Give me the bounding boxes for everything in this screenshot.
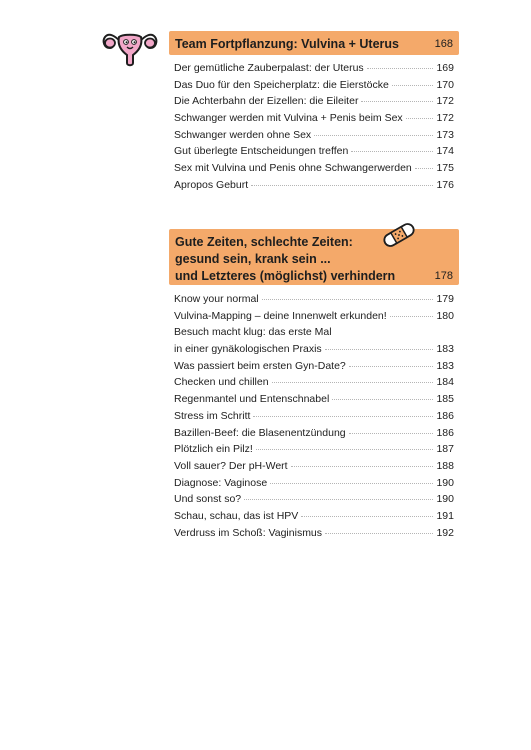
toc-entry[interactable] (169, 291, 459, 308)
toc-entry-page: 186 (436, 426, 454, 439)
toc-entry-page: 173 (436, 128, 454, 141)
leader-dots (314, 135, 433, 136)
leader-dots (406, 118, 434, 119)
toc-entry-title: Vulvina-Mapping – deine Innenwelt erkunden! (174, 309, 387, 322)
toc-entry-title: Verdruss im Schoß: Vaginismus (174, 526, 323, 539)
toc-entry[interactable] (169, 458, 459, 475)
toc-entry-title: Schwanger werden ohne Sex (174, 128, 312, 141)
toc-entry-page: 185 (436, 393, 454, 406)
uterus-icon (101, 28, 159, 70)
section-heading (169, 31, 459, 55)
toc-entry[interactable] (169, 93, 459, 110)
toc-entry-title: Bazillen-Beef: die Blasenentzündung (174, 426, 346, 439)
leader-dots (272, 382, 434, 383)
toc-entry-page: 190 (436, 476, 454, 489)
toc-entry[interactable] (169, 525, 459, 542)
leader-dots (291, 466, 434, 467)
toc-section-fortpflanzung (169, 31, 459, 194)
toc-entry-title: Was passiert beim ersten Gyn-Date? (174, 359, 346, 372)
leader-dots (390, 316, 434, 317)
toc-entry-title: Apropos Geburt (174, 178, 249, 191)
section-heading-line: und Letzteres (möglichst) verhindern (175, 269, 396, 283)
toc-entry-page: 170 (436, 78, 454, 91)
leader-dots (351, 151, 433, 152)
toc-entry-title: Schau, schau, das ist HPV (174, 509, 299, 522)
toc-entry[interactable] (169, 508, 459, 525)
toc-entry-page: 172 (436, 112, 454, 125)
leader-dots (325, 533, 433, 534)
toc-entry-page: 176 (436, 178, 454, 191)
leader-dots (349, 433, 434, 434)
toc-entry-page: 186 (436, 409, 454, 422)
bandage-icon (381, 221, 417, 249)
leader-dots (392, 85, 434, 86)
toc-entry[interactable] (169, 391, 459, 408)
toc-entry-page: 183 (436, 343, 454, 356)
toc-entry[interactable] (169, 143, 459, 160)
toc-entry-title: Know your normal (174, 293, 259, 305)
toc-entry[interactable] (169, 341, 459, 358)
toc-entry-page: 174 (436, 145, 454, 158)
toc-entry[interactable] (169, 308, 459, 325)
section-page-number: 168 (434, 38, 453, 50)
section-heading-line: Team Fortpflanzung: Vulvina + Uterus (175, 37, 399, 51)
leader-dots (361, 101, 433, 102)
toc-entry-page: 188 (436, 459, 454, 472)
toc-entry-title: Der gemütliche Zauberpalast: der Uterus (174, 62, 364, 74)
toc-entry[interactable] (169, 110, 459, 127)
toc-entry-title: Das Duo für den Speicherplatz: die Eierstöcke (174, 78, 389, 91)
leader-dots (251, 185, 433, 186)
toc-entry-page: 191 (436, 509, 454, 522)
toc-entry[interactable] (169, 177, 459, 194)
toc-entry-page: 183 (436, 359, 454, 372)
toc-entry-title: Schwanger werden mit Vulvina + Penis beim Sex (174, 112, 403, 125)
toc-entry-page: 175 (436, 162, 454, 175)
section-heading-line: Gute Zeiten, schlechte Zeiten: (175, 235, 353, 249)
toc-section-gesundheit (169, 229, 459, 541)
toc-entry-title: Die Achterbahn der Eizellen: die Eileiter (174, 95, 359, 108)
toc-entry[interactable] (169, 77, 459, 94)
toc-entry-title: Und sonst so? (174, 493, 242, 506)
toc-entries (169, 291, 459, 541)
toc-entry-title: Besuch macht klug: das erste Mal (174, 326, 332, 339)
toc-entry[interactable] (169, 160, 459, 177)
toc-entries (169, 60, 459, 194)
leader-dots (262, 299, 434, 300)
leader-dots (256, 449, 434, 450)
toc-entry-title: in einer gynäkologischen Praxis (174, 343, 322, 356)
toc-entry-title: Stress im Schritt (174, 409, 251, 422)
toc-entry-title: Regenmantel und Entenschnabel (174, 393, 330, 406)
leader-dots (332, 399, 433, 400)
toc-entry[interactable] (169, 127, 459, 144)
toc-entry[interactable] (169, 60, 459, 77)
toc-entry-title: Diagnose: Vaginose (174, 476, 268, 489)
toc-entry-page: 180 (436, 309, 454, 322)
leader-dots (325, 349, 434, 350)
toc-entry[interactable] (169, 374, 459, 391)
toc-entry[interactable] (169, 408, 459, 425)
section-heading-line: gesund sein, krank sein ... (175, 252, 331, 266)
toc-entry-page: 169 (436, 62, 454, 74)
toc-entry-page: 187 (436, 443, 454, 456)
toc-entry[interactable] (169, 425, 459, 442)
toc-entry-title: Voll sauer? Der pH-Wert (174, 459, 288, 472)
toc-entry-title: Plötzlich ein Pilz! (174, 443, 253, 456)
leader-dots (415, 168, 434, 169)
toc-entry[interactable] (169, 441, 459, 458)
toc-entry-page: 192 (436, 526, 454, 539)
leader-dots (244, 499, 433, 500)
toc-entry-page: 179 (436, 293, 454, 305)
toc-entry-title: Sex mit Vulvina und Penis ohne Schwangerwerden (174, 162, 412, 175)
leader-dots (270, 483, 433, 484)
leader-dots (367, 68, 434, 69)
toc-entry[interactable] (169, 358, 459, 375)
toc-entry-page: 184 (436, 376, 454, 389)
leader-dots (253, 416, 433, 417)
toc-entry-title: Checken und chillen (174, 376, 269, 389)
leader-dots (349, 366, 434, 367)
toc-entry[interactable] (169, 491, 459, 508)
toc-entry[interactable] (169, 475, 459, 492)
toc-entry-page: 190 (436, 493, 454, 506)
toc-entry-page: 172 (436, 95, 454, 108)
leader-dots (301, 516, 433, 517)
toc-entry-title: Gut überlegte Entscheidungen treffen (174, 145, 349, 158)
section-page-number: 178 (434, 270, 453, 282)
toc-entry[interactable] (169, 324, 459, 341)
